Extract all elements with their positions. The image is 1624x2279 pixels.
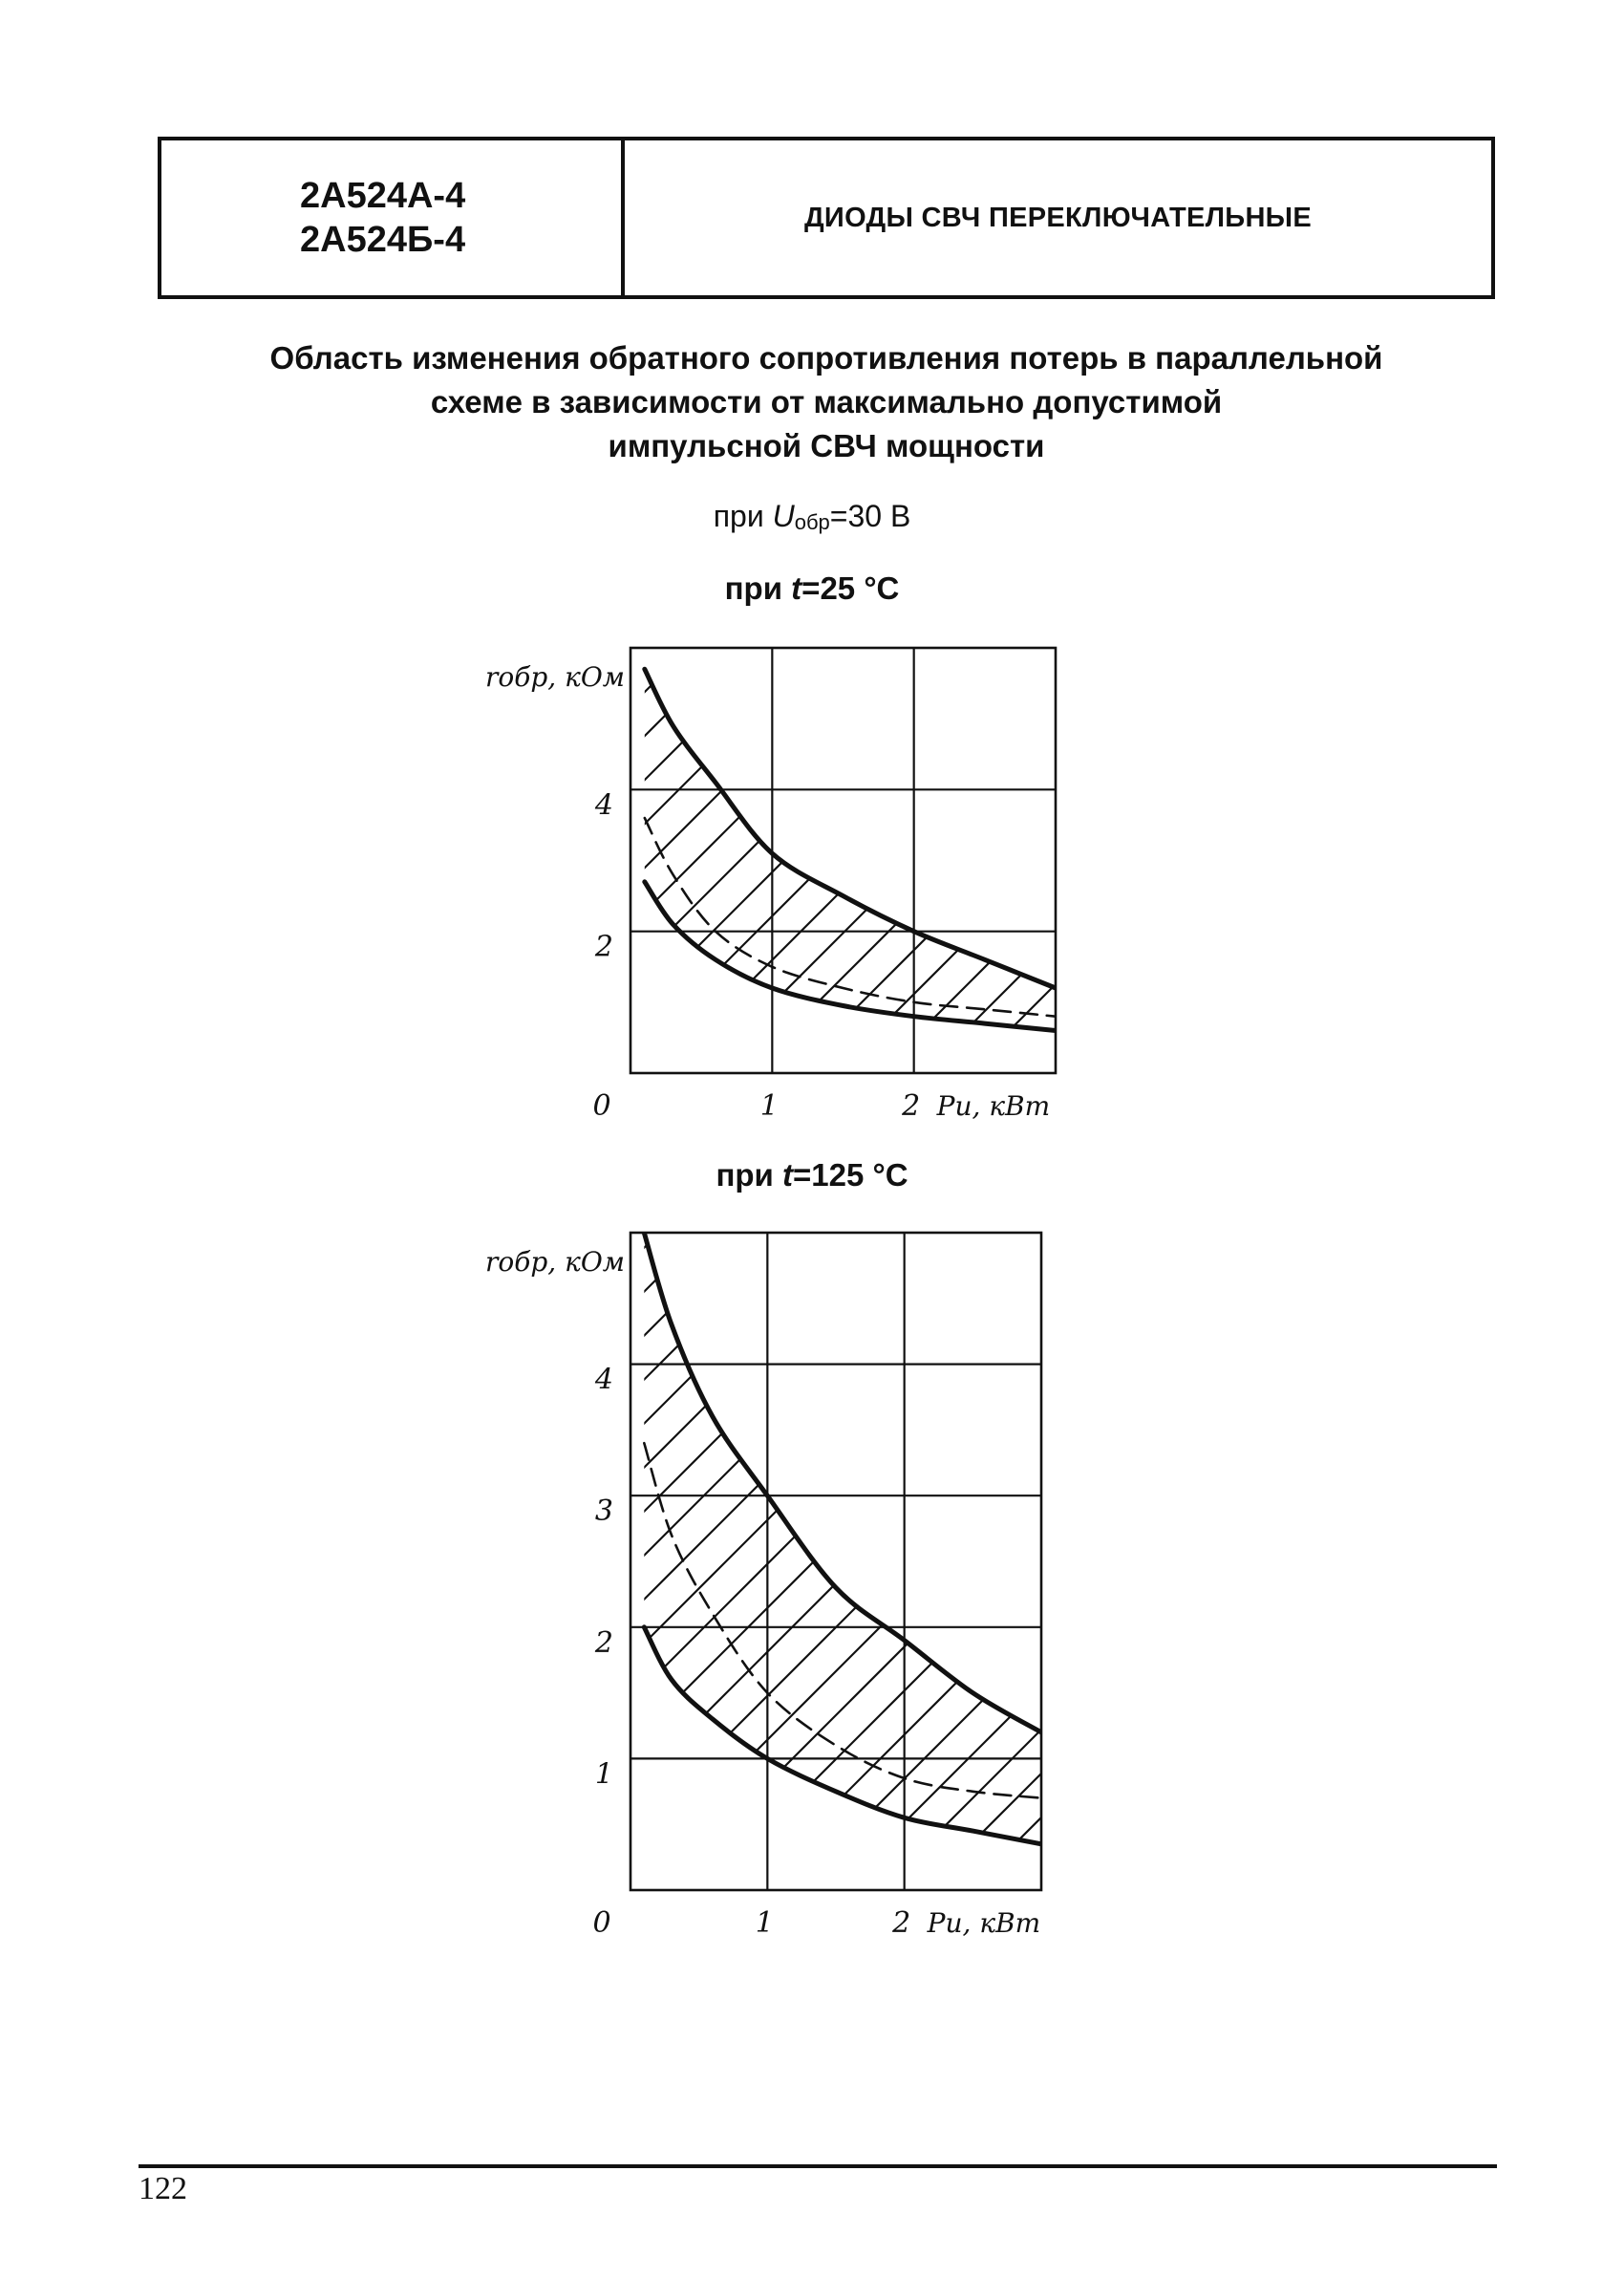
hatch-line [1540,1233,1624,1890]
hatch-line [1057,1233,1624,1890]
hatch-line [0,648,425,1073]
hatch-line [967,648,1392,1073]
x-tick-label: 2 [902,1089,921,1123]
hatch-line [1230,648,1624,1073]
hatch-line [1496,1233,1624,1890]
hatch-region [0,648,1624,1073]
hatch-line [1011,648,1436,1073]
hatch-line [1408,1233,1624,1890]
hatch-line [0,648,205,1073]
hatch-line [749,1233,1406,1890]
condition-var: U [772,499,795,533]
x-axis-label: Pи, кВт [936,1090,1051,1122]
category-title: ДИОДЫ СВЧ ПЕРЕКЛЮЧАТЕЛЬНЫЕ [803,202,1313,233]
series-typical-curve [645,818,1056,1017]
hatch-line [46,1233,703,1890]
chart2-heading-prefix: при [716,1157,782,1193]
hatch-line [1055,648,1480,1073]
figure-title [158,336,1495,468]
hatch-line [1362,648,1624,1073]
device-codes [161,140,625,295]
y-tick-label: 1 [594,1757,613,1792]
hatch-line [352,648,777,1073]
title-line-2: схеме в зависимости от максимально допустимой [430,384,1223,419]
hatch-line [0,1233,395,1890]
hatch-line [0,1233,527,1890]
hatch-line [923,648,1348,1073]
footer-rule [139,2164,1497,2168]
series-lower-curve [644,1627,1041,1844]
hatch-line [397,1233,1055,1890]
chart-25c [0,621,1624,1137]
hatch-line [835,648,1260,1073]
hatch-line [1013,1233,1624,1890]
series-upper-curve [644,1233,1041,1732]
hatch-line [132,648,557,1073]
hatch-line [661,1233,1318,1890]
condition-sub: обр [794,510,830,534]
chart1-heading-var: t [791,570,802,606]
hatch-line [1584,1233,1624,1890]
hatch-line [0,648,337,1073]
hatch-line [439,648,865,1073]
x-tick-label: 1 [759,1089,779,1123]
hatch-line [1188,1233,1624,1890]
hatch-line [969,1233,1624,1890]
y-tick-label: 4 [594,788,613,823]
hatch-line [1450,648,1624,1073]
hatch-line [1143,648,1568,1073]
hatch-line [837,1233,1494,1890]
hatch-line [1276,1233,1624,1890]
hatch-line [1099,648,1524,1073]
chart-125c [0,1204,1624,1968]
hatch-line [1232,1233,1624,1890]
voltage-condition [0,499,1624,535]
hatch-line [266,1233,923,1890]
hatch-line [793,1233,1450,1890]
y-axis-label: rобр, кОм [485,1246,625,1278]
hatch-line [1406,648,1624,1073]
hatch-line [0,648,381,1073]
header-box [158,137,1495,299]
hatch-line [0,1233,439,1890]
y-axis-label: rобр, кОм [485,661,625,693]
hatch-line [529,1233,1186,1890]
hatch-line [0,1233,483,1890]
hatch-line [747,648,1172,1073]
condition-prefix: при [713,499,773,533]
device-code-b: 2А524Б-4 [300,220,466,260]
title-line-1: Область изменения обратного сопротивления потерь в параллельной [269,340,1383,376]
y-tick-label: 2 [594,930,613,964]
x-tick-label: 2 [892,1906,911,1940]
hatch-line [0,648,249,1073]
hatch-line [178,1233,835,1890]
plot-frame [630,648,1056,1073]
hatch-line [441,1233,1099,1890]
hatch-line [2,1233,659,1890]
hatch-line [134,1233,791,1890]
hatch-line [310,1233,967,1890]
hatch-line [1318,648,1624,1073]
hatch-line [222,1233,879,1890]
chart2-heading-value: =125 °С [793,1157,908,1193]
hatch-line [1274,648,1624,1073]
hatch-line [0,1233,571,1890]
hatch-line [0,1233,352,1890]
device-category [625,140,1491,295]
hatch-line [1186,648,1612,1073]
hatch-line [1100,1233,1624,1890]
chart2-heading-var: t [782,1157,793,1193]
hatch-line [527,648,952,1073]
hatch-line [0,1233,264,1890]
device-code-a: 2А524А-4 [300,176,466,216]
hatch-line [617,1233,1274,1890]
hatch-line [176,648,601,1073]
hatch-line [264,648,689,1073]
hatch-line [90,1233,747,1890]
hatch-line [0,1233,308,1890]
hatch-line [1320,1233,1624,1890]
hatch-line [395,648,821,1073]
hatch-line [1144,1233,1624,1890]
origin-label: 0 [592,1089,611,1123]
hatch-line [0,648,293,1073]
hatch-line [44,648,469,1073]
hatch-line [703,648,1128,1073]
hatch-line [308,648,733,1073]
hatch-line [0,1233,615,1890]
y-tick-label: 4 [594,1363,613,1397]
chart2-heading [0,1157,1624,1193]
chart1-heading-value: =25 °С [801,570,900,606]
origin-label: 0 [592,1906,611,1940]
x-tick-label: 1 [755,1906,774,1940]
hatch-line [925,1233,1582,1890]
hatch-line [1452,1233,1624,1890]
hatch-line [88,648,513,1073]
page-number: 122 [139,2171,187,2206]
y-tick-label: 3 [594,1494,613,1529]
hatch-line [220,648,645,1073]
title-line-3: импульсной СВЧ мощности [608,428,1045,463]
series-upper-curve [645,669,1056,988]
hatch-line [0,1233,220,1890]
chart1-heading [0,570,1624,607]
chart1-heading-prefix: при [724,570,792,606]
x-axis-label: Pи, кВт [927,1907,1041,1939]
condition-value: =30 В [829,499,911,533]
hatch-line [705,1233,1362,1890]
hatch-line [1364,1233,1624,1890]
hatch-line [483,648,908,1073]
series-lower-curve [645,882,1056,1031]
hatch-line [879,648,1304,1073]
y-tick-label: 2 [594,1625,613,1660]
